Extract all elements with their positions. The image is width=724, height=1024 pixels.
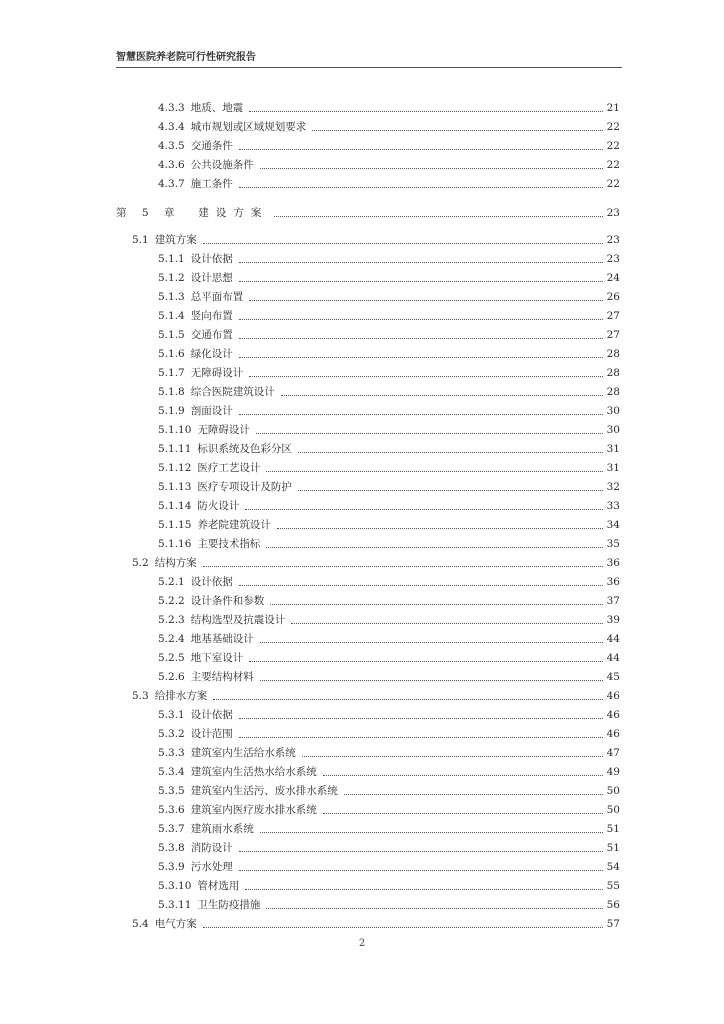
toc-entry[interactable] bbox=[158, 670, 620, 684]
toc-entry-number: 5.2.1 bbox=[158, 576, 185, 588]
dot-leader bbox=[239, 319, 603, 320]
toc-entry-page: 30 bbox=[606, 405, 620, 417]
toc-entry-title: 结构方案 bbox=[154, 557, 197, 569]
dot-leader bbox=[239, 187, 603, 188]
toc-entry-number: 5.1.7 bbox=[158, 367, 185, 379]
toc-entry-page: 23 bbox=[606, 253, 620, 265]
toc-entry-page: 31 bbox=[606, 443, 620, 455]
toc-entry[interactable] bbox=[158, 309, 620, 323]
toc-entry-page: 36 bbox=[606, 576, 620, 588]
toc-entry-page: 28 bbox=[606, 367, 620, 379]
dot-leader bbox=[344, 794, 603, 795]
toc-entry-title: 无障碍设计 bbox=[190, 367, 244, 379]
toc-entry-number: 5.2.4 bbox=[158, 633, 185, 645]
toc-entry-number: 5.3.10 bbox=[158, 880, 192, 892]
toc-entry-page: 23 bbox=[606, 207, 620, 219]
toc-entry[interactable] bbox=[158, 746, 620, 760]
toc-entry[interactable] bbox=[158, 328, 620, 342]
toc-entry-number: 4.3.7 bbox=[158, 178, 185, 190]
dot-leader bbox=[249, 300, 603, 301]
dot-leader bbox=[266, 547, 603, 548]
toc-entry[interactable] bbox=[158, 860, 620, 874]
toc-entry[interactable] bbox=[158, 347, 620, 361]
toc-entry-page: 22 bbox=[606, 159, 620, 171]
dot-leader bbox=[239, 338, 603, 339]
toc-entry-title: 剖面设计 bbox=[190, 405, 233, 417]
dot-leader bbox=[239, 414, 603, 415]
dot-leader bbox=[239, 357, 603, 358]
dot-leader bbox=[260, 832, 603, 833]
dot-leader bbox=[203, 243, 603, 244]
toc-entry[interactable] bbox=[132, 556, 620, 570]
dot-leader bbox=[239, 718, 603, 719]
toc-entry-number: 5.1.6 bbox=[158, 348, 185, 360]
toc-entry-number: 4.3.3 bbox=[158, 102, 185, 114]
toc-entry[interactable] bbox=[158, 499, 620, 513]
dot-leader bbox=[312, 130, 603, 131]
toc-entry[interactable] bbox=[116, 206, 620, 220]
dot-leader bbox=[239, 851, 603, 852]
dot-leader bbox=[213, 699, 603, 700]
toc-entry-number: 5.1.1 bbox=[158, 253, 185, 265]
toc-entry-page: 44 bbox=[606, 652, 620, 664]
dot-leader bbox=[249, 111, 603, 112]
dot-leader bbox=[239, 149, 603, 150]
toc-entry-page: 27 bbox=[606, 310, 620, 322]
toc-entry-number: 5.3.1 bbox=[158, 709, 185, 721]
toc-entry-title: 医疗工艺设计 bbox=[197, 462, 261, 474]
toc-entry-number: 5.3.9 bbox=[158, 861, 185, 873]
toc-entry-title: 建筑方案 bbox=[154, 234, 197, 246]
toc-entry-title: 设计依据 bbox=[190, 576, 233, 588]
dot-leader bbox=[266, 471, 603, 472]
toc-entry[interactable] bbox=[158, 879, 620, 893]
dot-leader bbox=[249, 661, 603, 662]
toc-entry[interactable] bbox=[158, 177, 620, 191]
toc-entry-title: 给排水方案 bbox=[154, 690, 208, 702]
toc-entry-number: 5.3.4 bbox=[158, 766, 185, 778]
toc-entry-title: 主要结构材料 bbox=[190, 671, 254, 683]
toc-entry[interactable] bbox=[158, 613, 620, 627]
dot-leader bbox=[260, 680, 603, 681]
toc-entry-page: 51 bbox=[606, 823, 620, 835]
toc-entry-page: 27 bbox=[606, 329, 620, 341]
toc-entry-page: 22 bbox=[606, 121, 620, 133]
toc-entry-title: 竖向布置 bbox=[190, 310, 233, 322]
toc-entry-title: 结构选型及抗震设计 bbox=[190, 614, 286, 626]
dot-leader bbox=[203, 927, 603, 928]
toc-entry[interactable] bbox=[158, 290, 620, 304]
dot-leader bbox=[260, 168, 603, 169]
toc-entry[interactable] bbox=[158, 461, 620, 475]
toc-entry[interactable] bbox=[158, 765, 620, 779]
toc-entry-title: 污水处理 bbox=[190, 861, 233, 873]
toc-entry[interactable] bbox=[132, 917, 620, 931]
toc-entry-title: 设计依据 bbox=[190, 253, 233, 265]
toc-entry-page: 54 bbox=[606, 861, 620, 873]
dot-leader bbox=[249, 376, 603, 377]
toc-entry-number: 5.3.6 bbox=[158, 804, 185, 816]
toc-entry-page: 24 bbox=[606, 272, 620, 284]
toc-entry-title: 无障碍设计 bbox=[197, 424, 250, 436]
toc-entry-number: 5.3.5 bbox=[158, 785, 185, 797]
dot-leader bbox=[239, 737, 603, 738]
toc-entry-number: 5.1.8 bbox=[158, 386, 185, 398]
toc-entry-title: 设计依据 bbox=[190, 709, 233, 721]
toc-entry-number: 5.1.2 bbox=[158, 272, 185, 284]
toc-entry-title: 养老院建筑设计 bbox=[197, 519, 271, 531]
toc-entry-title: 医疗专项设计及防护 bbox=[197, 481, 292, 493]
dot-leader bbox=[298, 452, 603, 453]
dot-leader bbox=[239, 281, 603, 282]
toc-entry[interactable] bbox=[158, 139, 620, 153]
dot-leader bbox=[323, 813, 603, 814]
toc-entry-page: 37 bbox=[606, 595, 620, 607]
toc-entry[interactable] bbox=[158, 404, 620, 418]
toc-entry-title: 电气方案 bbox=[154, 918, 197, 930]
toc-entry-title: 城市规划或区域规划要求 bbox=[190, 121, 307, 133]
toc-entry-number: 5.1.14 bbox=[158, 500, 192, 512]
dot-leader bbox=[260, 642, 603, 643]
toc-entry-title: 交通条件 bbox=[190, 140, 233, 152]
toc-entry-number: 5.3.7 bbox=[158, 823, 185, 835]
toc-entry-number: 5.1 bbox=[132, 234, 149, 246]
toc-entry-title: 综合医院建筑设计 bbox=[190, 386, 275, 398]
toc-entry[interactable] bbox=[158, 898, 620, 912]
toc-entry[interactable] bbox=[158, 518, 620, 532]
dot-leader bbox=[203, 566, 603, 567]
toc-entry-page: 36 bbox=[606, 557, 620, 569]
page-header bbox=[116, 52, 622, 68]
toc-entry-title: 设计条件和参数 bbox=[190, 595, 265, 607]
toc-entry-number: 5.4 bbox=[132, 918, 149, 930]
toc-entry-page: 39 bbox=[606, 614, 620, 626]
toc-entry-page: 22 bbox=[606, 178, 620, 190]
toc-entry-page: 47 bbox=[606, 747, 620, 759]
toc-entry-title: 地下室设计 bbox=[190, 652, 244, 664]
toc-entry-title: 主要技术指标 bbox=[197, 538, 261, 550]
toc-entry-page: 46 bbox=[606, 709, 620, 721]
toc-entry[interactable] bbox=[132, 233, 620, 247]
toc-entry-title: 建筑室内生活热水给水系统 bbox=[190, 766, 317, 778]
toc-entry-title: 总平面布置 bbox=[190, 291, 244, 303]
toc-entry-page: 55 bbox=[606, 880, 620, 892]
toc-entry-page: 33 bbox=[606, 500, 620, 512]
toc-entry-title: 绿化设计 bbox=[190, 348, 233, 360]
toc-entry-number: 5.1.4 bbox=[158, 310, 185, 322]
toc-entry-title: 公共设施条件 bbox=[190, 159, 254, 171]
toc-entry-number: 4.3.4 bbox=[158, 121, 185, 133]
toc-entry-number: 5.3.2 bbox=[158, 728, 185, 740]
toc-entry-number: 5.1.5 bbox=[158, 329, 185, 341]
toc-entry[interactable] bbox=[158, 442, 620, 456]
toc-entry-number: 4.3.6 bbox=[158, 159, 185, 171]
dot-leader bbox=[281, 395, 603, 396]
toc-entry-title: 建筑室内生活污、废水排水系统 bbox=[190, 785, 338, 797]
toc-entry[interactable] bbox=[158, 158, 620, 172]
toc-entry[interactable] bbox=[158, 575, 620, 589]
toc-entry[interactable] bbox=[158, 366, 620, 380]
toc-entry[interactable] bbox=[158, 120, 620, 134]
toc-entry-title: 建设方案 bbox=[198, 207, 269, 219]
toc-entry-number: 5.2.2 bbox=[158, 595, 185, 607]
toc-entry[interactable] bbox=[158, 651, 620, 665]
toc-entry-page: 22 bbox=[606, 140, 620, 152]
toc-entry-page: 46 bbox=[606, 690, 620, 702]
dot-leader bbox=[302, 756, 603, 757]
toc-entry-title: 标识系统及色彩分区 bbox=[197, 443, 292, 455]
toc-entry[interactable] bbox=[158, 271, 620, 285]
toc-entry-page: 49 bbox=[606, 766, 620, 778]
page-number: 2 bbox=[358, 938, 366, 949]
toc-entry-title: 施工条件 bbox=[190, 178, 233, 190]
dot-leader bbox=[277, 528, 603, 529]
toc-entry-number: 5.1.13 bbox=[158, 481, 192, 493]
toc-entry-page: 56 bbox=[606, 899, 620, 911]
dot-leader bbox=[298, 490, 603, 491]
toc-entry-title: 防火设计 bbox=[197, 500, 240, 512]
toc-entry-number: 第 5 章 bbox=[116, 207, 181, 219]
toc-entry-page: 28 bbox=[606, 386, 620, 398]
toc-entry-title: 设计思想 bbox=[190, 272, 233, 284]
toc-entry-number: 5.2.3 bbox=[158, 614, 185, 626]
toc-entry-title: 卫生防疫措施 bbox=[197, 899, 261, 911]
toc-entry[interactable] bbox=[158, 537, 620, 551]
toc-entry-number: 5.1.10 bbox=[158, 424, 192, 436]
toc-entry-number: 5.2.5 bbox=[158, 652, 185, 664]
toc-entry-number: 5.1.9 bbox=[158, 405, 185, 417]
dot-leader bbox=[291, 623, 603, 624]
toc-entry-number: 4.3.5 bbox=[158, 140, 185, 152]
toc-entry-page: 31 bbox=[606, 462, 620, 474]
toc-entry[interactable] bbox=[158, 784, 620, 798]
toc-entry-title: 地质、地震 bbox=[190, 102, 244, 114]
toc-entry-page: 21 bbox=[606, 102, 620, 114]
toc-entry-number: 5.1.15 bbox=[158, 519, 192, 531]
toc-entry-page: 51 bbox=[606, 842, 620, 854]
toc-entry-number: 5.3.11 bbox=[158, 899, 192, 911]
toc-entry-title: 管材选用 bbox=[197, 880, 240, 892]
toc-entry-number: 5.3.8 bbox=[158, 842, 185, 854]
toc-entry-number: 5.2 bbox=[132, 557, 149, 569]
toc-entry-number: 5.1.11 bbox=[158, 443, 192, 455]
dot-leader bbox=[239, 870, 603, 871]
toc-entry[interactable] bbox=[158, 101, 620, 115]
toc-entry-title: 地基基础设计 bbox=[190, 633, 254, 645]
toc-entry-title: 交通布置 bbox=[190, 329, 233, 341]
toc-entry[interactable] bbox=[132, 689, 620, 703]
dot-leader bbox=[266, 908, 603, 909]
toc-entry[interactable] bbox=[158, 727, 620, 741]
toc-entry[interactable] bbox=[158, 252, 620, 266]
dot-leader bbox=[270, 604, 603, 605]
dot-leader bbox=[274, 216, 603, 217]
toc-entry[interactable] bbox=[158, 385, 620, 399]
toc-entry-title: 建筑室内生活给水系统 bbox=[190, 747, 296, 759]
toc-entry-number: 5.3 bbox=[132, 690, 149, 702]
toc-entry-page: 34 bbox=[606, 519, 620, 531]
toc-entry[interactable] bbox=[158, 841, 620, 855]
toc-entry-number: 5.2.6 bbox=[158, 671, 185, 683]
toc-entry-page: 23 bbox=[606, 234, 620, 246]
toc-entry-title: 建筑室内医疗废水排水系统 bbox=[190, 804, 317, 816]
toc-entry-page: 32 bbox=[606, 481, 620, 493]
toc-entry[interactable] bbox=[158, 423, 620, 437]
toc-entry[interactable] bbox=[158, 803, 620, 817]
toc-entry-page: 44 bbox=[606, 633, 620, 645]
toc-entry-page: 30 bbox=[606, 424, 620, 436]
toc-entry-title: 建筑雨水系统 bbox=[190, 823, 254, 835]
toc-entry[interactable] bbox=[158, 632, 620, 646]
toc-entry-number: 5.3.3 bbox=[158, 747, 185, 759]
toc-entry[interactable] bbox=[158, 594, 620, 608]
dot-leader bbox=[245, 509, 603, 510]
dot-leader bbox=[239, 262, 603, 263]
toc-entry-page: 45 bbox=[606, 671, 620, 683]
dot-leader bbox=[239, 585, 603, 586]
toc-entry-page: 35 bbox=[606, 538, 620, 550]
toc-entry-page: 46 bbox=[606, 728, 620, 740]
toc-entry-number: 5.1.3 bbox=[158, 291, 185, 303]
dot-leader bbox=[323, 775, 603, 776]
toc-entry-title: 消防设计 bbox=[190, 842, 233, 854]
toc-entry-title: 设计范围 bbox=[190, 728, 233, 740]
toc-entry[interactable] bbox=[158, 708, 620, 722]
toc-entry-number: 5.1.12 bbox=[158, 462, 192, 474]
toc-entry-page: 26 bbox=[606, 291, 620, 303]
page-footer bbox=[0, 938, 724, 949]
toc-entry[interactable] bbox=[158, 480, 620, 494]
toc-entry-page: 57 bbox=[606, 918, 620, 930]
dot-leader bbox=[245, 889, 603, 890]
toc-entry-page: 50 bbox=[606, 804, 620, 816]
document-title: 智慧医院养老院可行性研究报告 bbox=[116, 52, 256, 63]
toc-entry-number: 5.1.16 bbox=[158, 538, 192, 550]
toc-entry-page: 28 bbox=[606, 348, 620, 360]
dot-leader bbox=[256, 433, 603, 434]
toc-entry-page: 50 bbox=[606, 785, 620, 797]
toc-entry[interactable] bbox=[158, 822, 620, 836]
